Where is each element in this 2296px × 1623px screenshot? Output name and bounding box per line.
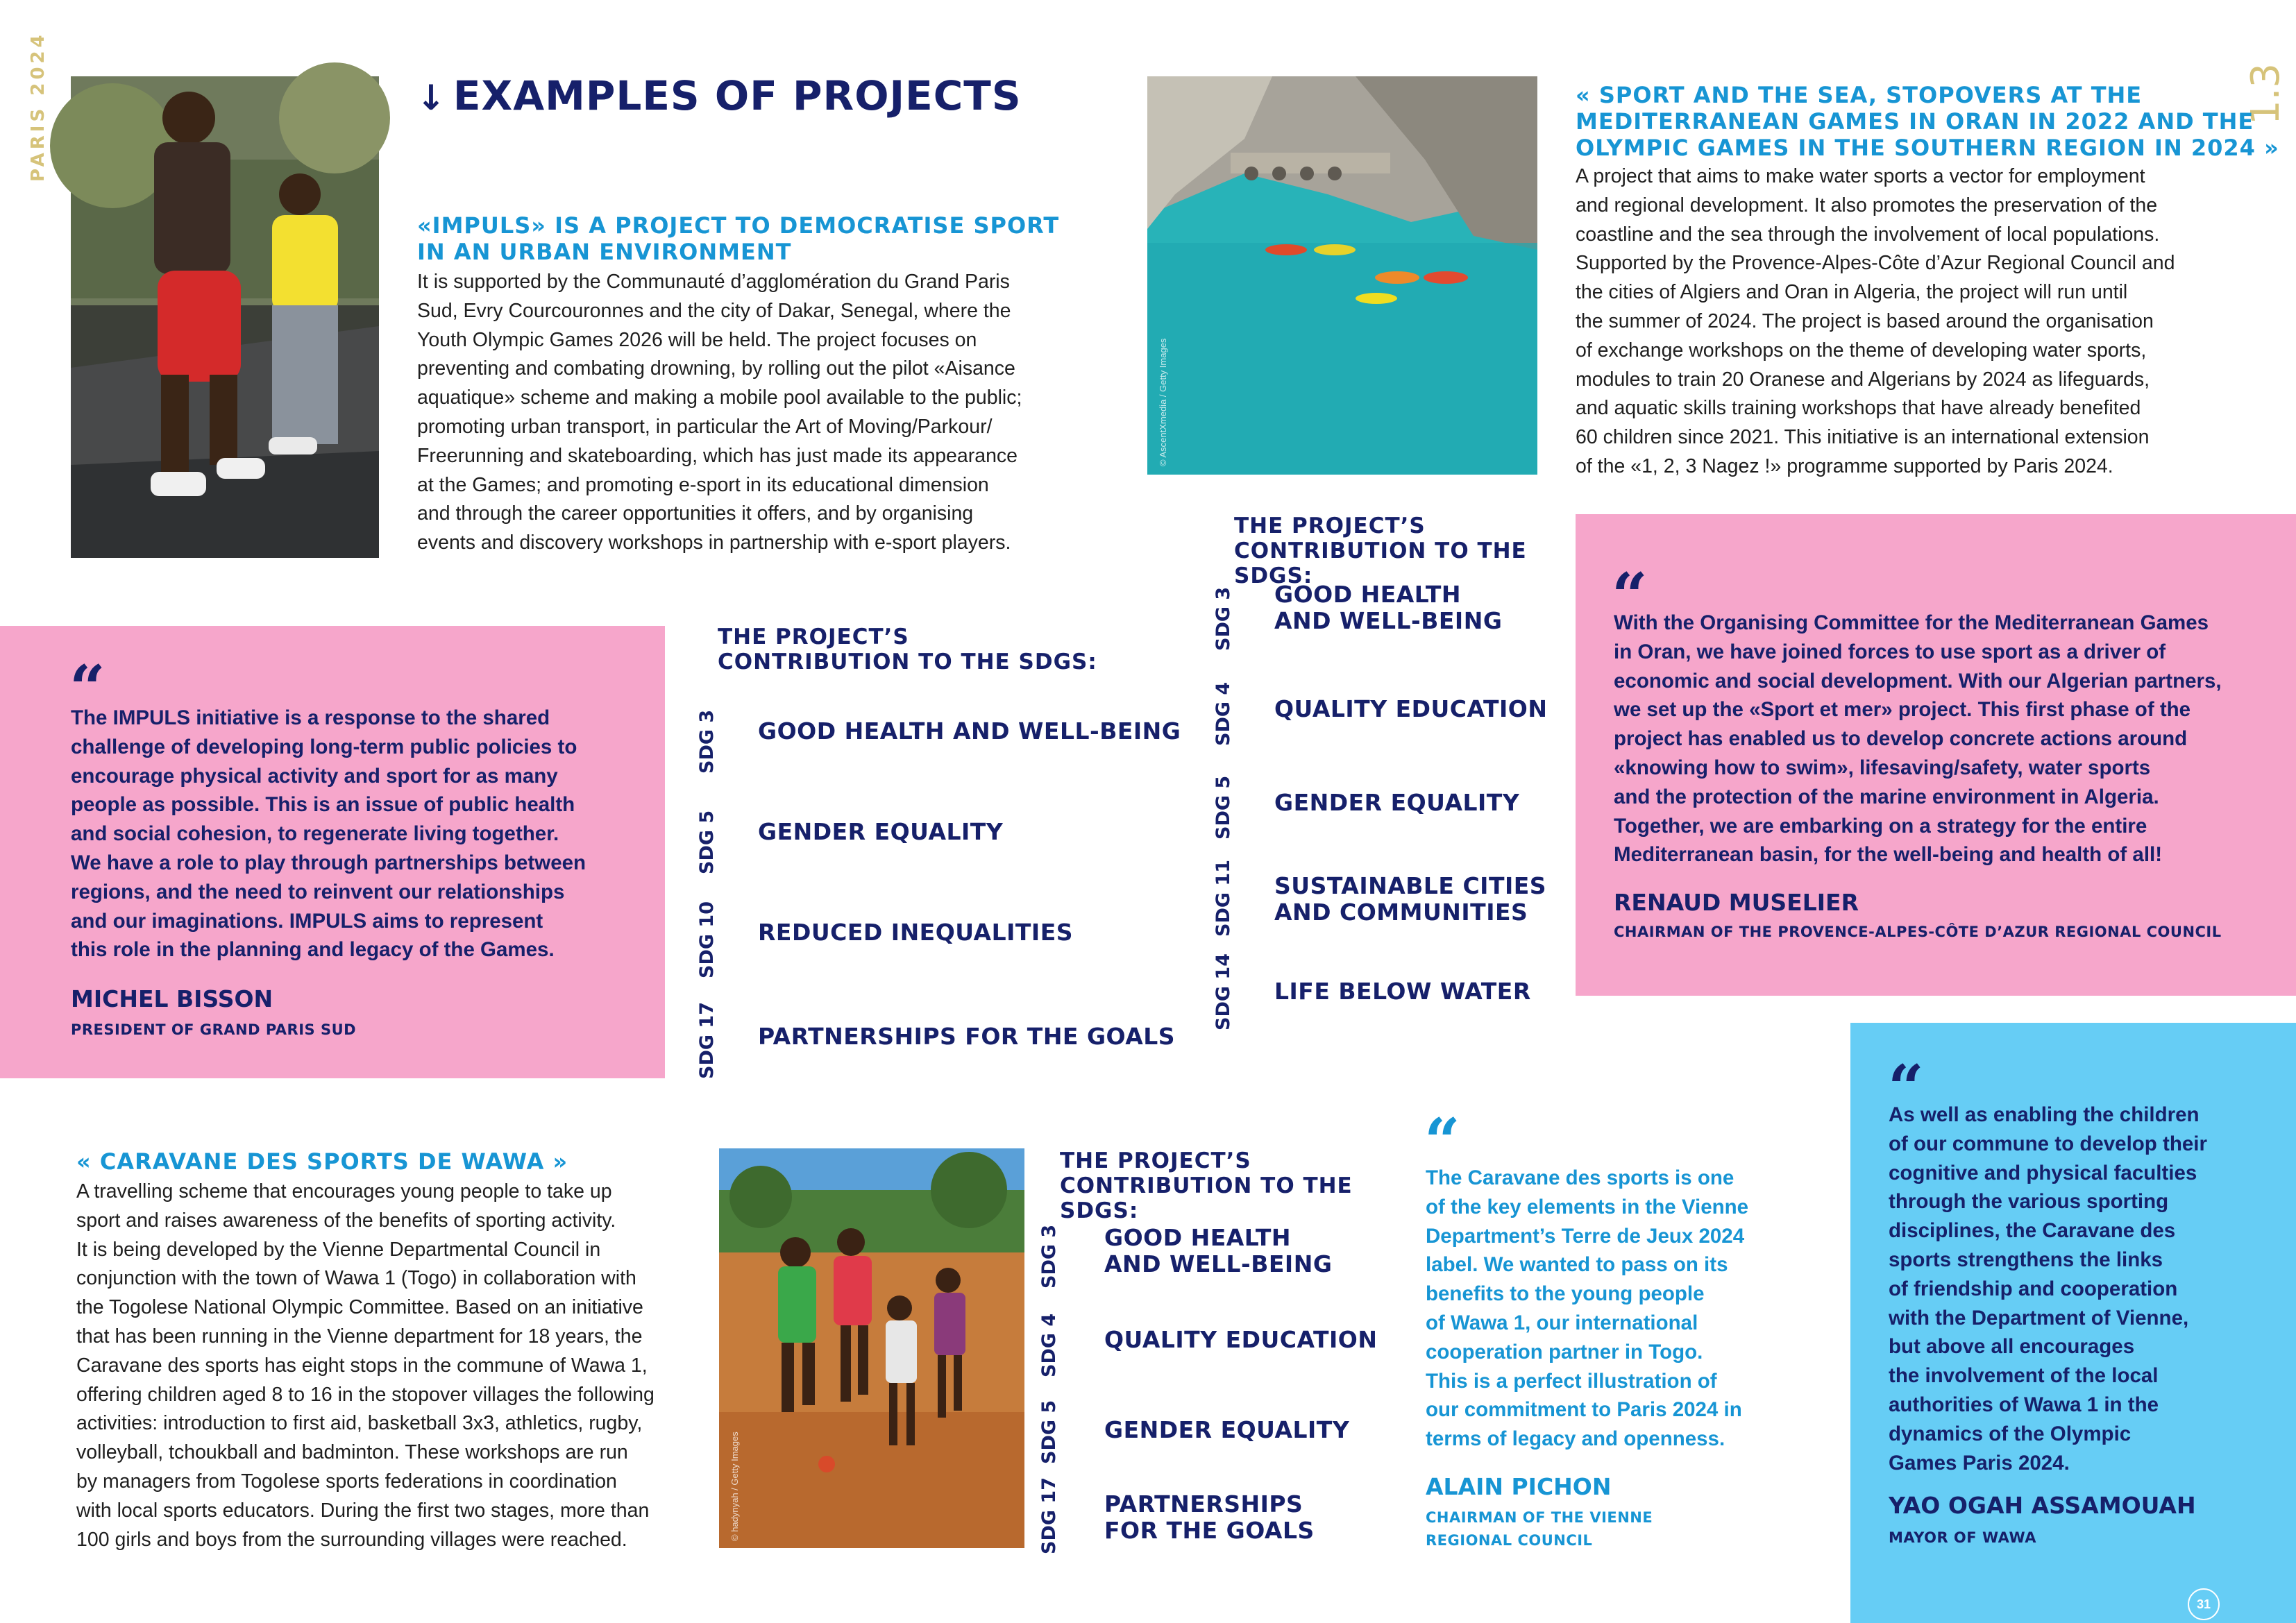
impuls-body-line: promoting urban transport, in particular the Art of Moving/Parkour/ (417, 415, 993, 438)
wawa-body-line: conjunction with the town of Wawa 1 (Togo) in collaboration with (76, 1267, 636, 1290)
quote-line: in Oran, we have joined forces to use sport as a driver of (1614, 640, 2166, 663)
wawa-title-line: « CARAVANE DES SPORTS DE WAWA » (76, 1148, 568, 1175)
sdg-title-line: CONTRIBUTION TO THE SDGS: (1060, 1173, 1353, 1223)
quote-mark-icon: “ (1612, 559, 1648, 633)
sdg-label: PARTNERSHIPS FOR THE GOALS (1104, 1490, 1315, 1544)
wawa-body-line: activities: introduction to first aid, basketball 3x3, athletics, rugby, (76, 1412, 643, 1435)
quote-line: cooperation partner in Togo. (1426, 1340, 1703, 1363)
impuls-signature-role: PRESIDENT OF GRAND PARIS SUD (71, 1021, 357, 1038)
sdg-item (1213, 677, 1567, 746)
sdg-code: SDG 5 (696, 810, 718, 874)
quote-line: challenge of developing long-term public policies to (71, 735, 577, 758)
sea-quote-box (1576, 514, 2296, 996)
wawa-body-line: volleyball, tchoukball and badminton. These workshops are run (76, 1441, 628, 1464)
quote-line: authorities of Wawa 1 in the (1889, 1393, 2159, 1416)
sea-body-line: Supported by the Provence-Alpes-Côte d’Azur Regional Council and (1576, 252, 2175, 275)
wawa-quote1 (1424, 1105, 1813, 1565)
impuls-body (417, 268, 1056, 558)
quote-line: «knowing how to swim», lifesaving/safety, water sports (1614, 756, 2151, 779)
quote-line: This is a perfect illustration of (1426, 1369, 1717, 1393)
quote-line: we set up the «Sport et mer» project. This first phase of the (1614, 698, 2191, 722)
wawa-body-line: by managers from Togolese sports federations in coordination (76, 1470, 617, 1493)
sea-photo-credit: © AscentXmedia / Getty Images (1158, 338, 1168, 466)
sea-title-line: « SPORT AND THE SEA, STOPOVERS AT THE (1576, 82, 2143, 108)
quote-line: of our commune to develop their (1889, 1132, 2207, 1155)
sdg-code: SDG 11 (1213, 860, 1234, 937)
impuls-body-line: and through the career opportunities it offers, and by organising (417, 502, 974, 525)
quote-line: encourage physical activity and sport for as many (71, 764, 558, 788)
impuls-sdg-title (718, 624, 1097, 674)
quote-line: label. We wanted to pass on its (1426, 1253, 1728, 1277)
side-label-text: PARIS 2024 (28, 31, 49, 182)
sea-body-line: the summer of 2024. The project is based around the organisation (1576, 309, 2154, 332)
sdg-code: SDG 17 (696, 1002, 718, 1079)
wawa-sdg-title (1060, 1148, 1386, 1223)
sea-body (1576, 162, 2242, 482)
sea-title (1576, 82, 2279, 161)
quote-line: As well as enabling the children (1889, 1103, 2200, 1126)
sea-body-line: 60 children since 2021. This initiative is an international extension (1576, 426, 2150, 449)
sdg-label: QUALITY EDUCATION (1274, 695, 1548, 722)
quote-mark-icon: “ (69, 652, 105, 725)
sdg-label: SUSTAINABLE CITIES AND COMMUNITIES (1274, 872, 1547, 926)
sdg-code: SDG 4 (1213, 681, 1234, 746)
parkour-photo-image (71, 76, 379, 558)
sdg-label: GENDER EQUALITY (1104, 1416, 1350, 1443)
sdg-label: GOOD HEALTH AND WELL-BEING (1274, 581, 1503, 634)
quote-mark-icon: “ (1424, 1105, 1460, 1178)
sea-signature-role: CHAIRMAN OF THE PROVENCE-ALPES-CÔTE D’AZUR REGIONAL COUNCIL (1614, 924, 2222, 940)
sdg-label: GOOD HEALTH AND WELL-BEING (1104, 1224, 1333, 1277)
quote-line: The Caravane des sports is one (1426, 1166, 1734, 1189)
sdg-code: SDG 3 (1038, 1224, 1060, 1289)
role-line: CHAIRMAN OF THE VIENNE (1426, 1509, 1653, 1526)
wawa-quote2-role: MAYOR OF WAWA (1889, 1529, 2036, 1546)
quote-line: and our imaginations. IMPULS aims to represent (71, 909, 543, 933)
wawa-quote1-text (1426, 1164, 1748, 1454)
impuls-title (417, 212, 1059, 265)
quote-line: With the Organising Committee for the Mediterranean Games (1614, 611, 2209, 634)
impuls-sdg-block (696, 624, 1181, 1079)
sea-body-line: of exchange workshops on the theme of developing water sports, (1576, 339, 2147, 362)
sdg-title-line: THE PROJECT’S (1060, 1148, 1251, 1173)
sdg-item (1038, 1305, 1386, 1377)
wawa-body-line: that has been running in the Vienne department for 18 years, the (76, 1325, 643, 1348)
sdg-title-line: CONTRIBUTION TO THE SDGS: (718, 649, 1097, 674)
quote-line: Department’s Terre de Jeux 2024 (1426, 1224, 1745, 1248)
parkour-photo (71, 76, 439, 558)
quote-line: terms of legacy and openness. (1426, 1427, 1725, 1451)
sea-sdg-title (1234, 513, 1567, 588)
quote-line: of friendship and cooperation (1889, 1277, 2178, 1300)
sea-body-line: and regional development. It also promotes the preservation of the (1576, 194, 2158, 216)
sdg-code: SDG 4 (1038, 1313, 1060, 1377)
wawa-body-line: It is being developed by the Vienne Departmental Council in (76, 1238, 601, 1261)
sdg-item (1038, 1219, 1386, 1289)
wawa-body-line: A travelling scheme that encourages young people to take up (76, 1180, 612, 1203)
wawa-photo-image (719, 1148, 1024, 1548)
quote-line: Together, we are embarking on a strategy for the entire (1614, 814, 2147, 838)
impuls-body-line: Sud, Evry Courcouronnes and the city of Dakar, Senegal, where the (417, 299, 1011, 322)
impuls-quote-box (0, 626, 665, 1078)
wawa-body (76, 1178, 701, 1554)
sdg-item (696, 895, 1162, 978)
sea-body-line: of the «1, 2, 3 Nagez !» programme supported by Paris 2024. (1576, 454, 2113, 477)
quote-line: the involvement of the local (1889, 1364, 2159, 1388)
wawa-body-line: with local sports educators. During the first two stages, more than (76, 1499, 650, 1522)
quote-line: regions, and the need to reinvent our relationships (71, 880, 565, 903)
sea-body-line: A project that aims to make water sports a vector for employment (1576, 165, 2145, 187)
sdg-title-line: THE PROJECT’S (1234, 513, 1426, 538)
sdg-code: SDG 17 (1038, 1477, 1060, 1554)
wawa-quote1-name: ALAIN PICHON (1426, 1473, 1612, 1500)
quote-line: Games Paris 2024. (1889, 1451, 2070, 1475)
impuls-body-line: at the Games; and promoting e-sport in its educational dimension (417, 473, 989, 496)
sdg-item (1213, 581, 1567, 651)
wawa-photo-credit: © hadynyah / Getty Images (729, 1431, 740, 1541)
sdg-title-line: THE PROJECT’S (718, 624, 909, 649)
quote-line: and social cohesion, to regenerate living together. (71, 822, 559, 846)
main-title (416, 72, 1022, 119)
sdg-label: PARTNERSHIPS FOR THE GOALS (758, 1023, 1176, 1050)
impuls-body-line: It is supported by the Communauté d’agglomération du Grand Paris (417, 271, 1010, 293)
sea-signature-name: RENAUD MUSELIER (1614, 889, 1859, 916)
sdg-item (696, 996, 1176, 1079)
sdg-label: REDUCED INEQUALITIES (758, 919, 1074, 946)
quote-line: through the various sporting (1889, 1190, 2169, 1214)
sdg-item (696, 697, 1181, 777)
quote-line: with the Department of Vienne, (1889, 1306, 2189, 1329)
parkour-photo-credit: © Rose Henry Gauthier/Getty Images (428, 398, 439, 548)
sdg-label: QUALITY EDUCATION (1104, 1326, 1378, 1353)
side-label (28, 31, 49, 182)
sdg-item (1038, 1395, 1386, 1464)
impuls-body-line: events and discovery workshops in partnership with e-sport players. (417, 532, 1011, 554)
wawa-quote2-name: YAO OGAH ASSAMOUAH (1889, 1492, 2196, 1519)
sea-photo-image (1147, 76, 1537, 475)
sea-body-line: the cities of Algiers and Oran in Algeria, the project will run until (1576, 281, 2128, 304)
role-line: REGIONAL COUNCIL (1426, 1532, 1593, 1549)
section-number-text: 1.3 (2243, 62, 2288, 125)
sdg-code: SDG 3 (696, 709, 718, 774)
sdg-item (1038, 1475, 1386, 1554)
quote-line: of the key elements in the Vienne (1426, 1195, 1749, 1218)
sdg-item (1213, 860, 1567, 937)
quote-line: The IMPULS initiative is a response to the shared (71, 706, 550, 729)
sea-title-line: MEDITERRANEAN GAMES IN ORAN IN 2022 AND THE (1576, 108, 2254, 135)
sdg-code: SDG 10 (696, 901, 718, 978)
wawa-photo (719, 1148, 1024, 1548)
quote-line: cognitive and physical faculties (1889, 1161, 2197, 1184)
sdg-label: GENDER EQUALITY (1274, 789, 1520, 816)
sdg-label: GENDER EQUALITY (758, 818, 1004, 845)
main-title-text: EXAMPLES OF PROJECTS (453, 72, 1022, 119)
quote-line: disciplines, the Caravane des (1889, 1219, 2176, 1243)
wawa-body-line: Caravane des sports has eight stops in the commune of Wawa 1, (76, 1354, 648, 1377)
impuls-signature-name: MICHEL BISSON (71, 985, 273, 1012)
quote-line: project has enabled us to develop concrete actions around (1614, 727, 2188, 751)
impuls-body-line: Freerunning and skateboarding, which has just made its appearance (417, 444, 1018, 467)
quote-line: economic and social development. With our Algerian partners, (1614, 669, 2222, 692)
wawa-body-line: offering children aged 8 to 16 in the stopover villages the following (76, 1383, 655, 1406)
wawa-body-line: the Togolese National Olympic Committee. Based on an initiative (76, 1296, 643, 1319)
sdg-item (1213, 770, 1567, 840)
quote-line: Mediterranean basin, for the well-being and health of all! (1614, 843, 2163, 867)
sdg-code: SDG 5 (1038, 1400, 1060, 1464)
wawa-title (76, 1148, 568, 1175)
quote-line: We have a role to play through partnerships between (71, 851, 586, 874)
sdg-item (1213, 951, 1567, 1030)
sea-quote-text (1614, 609, 2222, 869)
sea-body-line: and aquatic skills training workshops that have already benefited (1576, 397, 2141, 420)
quote-line: dynamics of the Olympic (1889, 1422, 2132, 1445)
sdg-label: GOOD HEALTH AND WELL-BEING (758, 717, 1181, 745)
sdg-item (696, 798, 1162, 878)
sea-body-line: modules to train 20 Oranese and Algerians by 2024 as lifeguards, (1576, 368, 2150, 391)
wawa-quote2-box (1850, 1023, 2296, 1623)
quote-line: but above all encourages (1889, 1335, 2135, 1359)
wawa-sdg-block (1038, 1148, 1386, 1554)
quote-line: our commitment to Paris 2024 in (1426, 1398, 1742, 1422)
quote-line: people as possible. This is an issue of public health (71, 793, 575, 817)
wawa-body-line: 100 girls and boys from the surrounding villages were reached. (76, 1528, 627, 1551)
sea-sdg-block (1213, 513, 1567, 1041)
quote-line: benefits to the young people (1426, 1282, 1705, 1306)
quote-line: of Wawa 1, our international (1426, 1311, 1698, 1334)
page-number: 31 (2188, 1588, 2220, 1620)
impuls-title-line: «IMPULS» IS A PROJECT TO DEMOCRATISE SPORT (417, 212, 1060, 239)
sdg-code: SDG 5 (1213, 775, 1234, 840)
impuls-body-line: aquatique» scheme and making a mobile pool available to the public; (417, 386, 1022, 409)
sea-title-line: OLYMPIC GAMES IN THE SOUTHERN REGION IN 2024 » (1576, 135, 2279, 161)
impuls-body-line: preventing and combating drowning, by rolling out the pilot «Aisance (417, 357, 1015, 380)
impuls-body-line: Youth Olympic Games 2026 will be held. The project focuses on (417, 328, 977, 351)
quote-mark-icon: “ (1888, 1051, 1924, 1125)
impuls-quote-text (71, 704, 586, 965)
sdg-title-line: CONTRIBUTION TO THE SDGS: (1234, 538, 1527, 588)
sdg-label: LIFE BELOW WATER (1274, 978, 1531, 1005)
sea-photo (1147, 76, 1537, 475)
sdg-code: SDG 3 (1213, 586, 1234, 651)
impuls-title-line: IN AN URBAN ENVIRONMENT (417, 239, 792, 265)
quote-line: this role in the planning and legacy of the Games. (71, 938, 555, 962)
quote-line: sports strengthens the links (1889, 1248, 2163, 1271)
wawa-quote2-text (1889, 1101, 2207, 1477)
quote-line: and the protection of the marine environment in Algeria. (1614, 785, 2159, 808)
sea-body-line: coastline and the sea through the involvement of local populations. (1576, 223, 2160, 246)
down-arrow-icon: ↓ (416, 78, 446, 118)
wawa-quote1-role (1426, 1506, 1653, 1552)
wawa-body-line: sport and raises awareness of the benefits of sporting activity. (76, 1209, 616, 1232)
sdg-code: SDG 14 (1213, 953, 1234, 1030)
